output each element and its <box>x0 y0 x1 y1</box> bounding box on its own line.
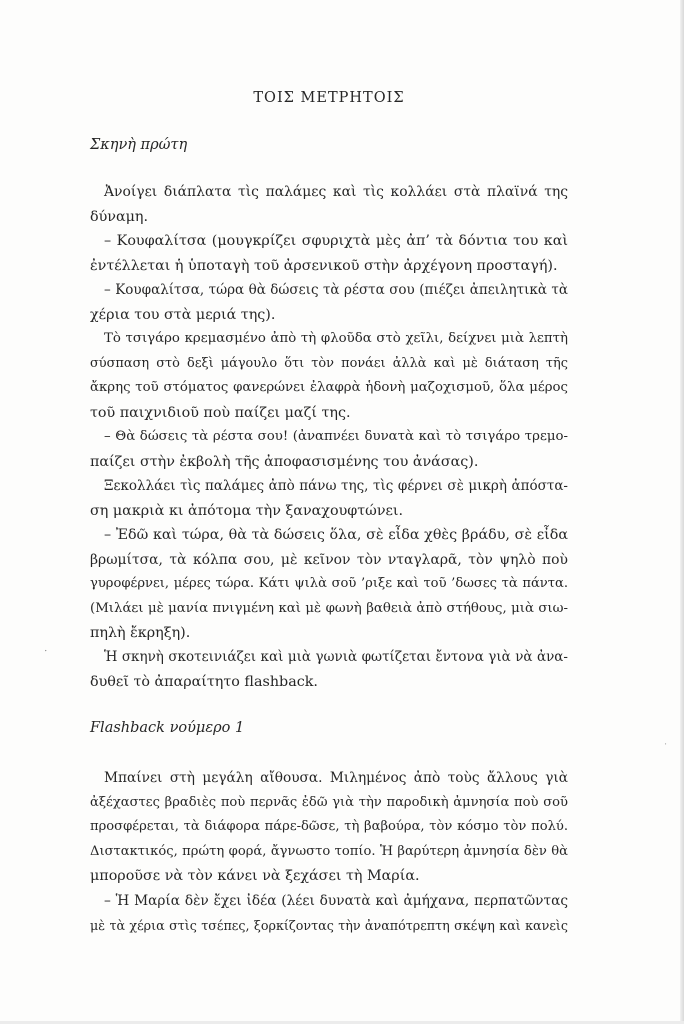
text-line: χέρια του στὰ μεριά της). <box>90 306 276 323</box>
text-line: δυθεῖ τὸ ἀπαραίτητο flashback. <box>90 673 318 690</box>
text-line: μποροῦσε νὰ τὸν κάνει νὰ ξεχάσει τὴ Μαρία. <box>90 868 420 884</box>
text-line: τοῦ παιχνιδιοῦ ποὺ παίζει μαζί της. <box>90 404 351 421</box>
text-line: Μπαίνει στὴ μεγάλη αἴθουσα. Μιλημένος ἀπὸ τοὺς ἄλλους γιὰ <box>104 770 568 786</box>
text-line: Διστακτικός, πρώτη φορά, ἄγνωστο τοπίο. Ἡ βαρύτερη ἀμνησία δὲν θὰ <box>90 843 568 859</box>
section-heading-flashback: Flashback νούμερο 1 <box>90 720 245 736</box>
text-line: ἀξέχαστες βραδιὲς ποὺ περνᾶς ἐδῶ γιὰ τὴν παροδικὴ ἀμνησία ποὺ σοῦ <box>90 794 568 810</box>
text-line: – Κουφαλίτσα, τώρα θὰ δώσεις τὰ ρέστα σου (πιέζει ἀπειλητικὰ τὰ <box>104 282 568 298</box>
text-line: παίζει στὴν ἐκβολὴ τῆς ἀποφασισμένης του ἀνάσας). <box>90 453 479 470</box>
page-edge-shadow <box>680 0 684 1024</box>
paragraph <box>90 327 568 425</box>
text-line: γυροφέρνει, μέρες τώρα. Κάτι ψιλὰ σοῦ ’ριξε καὶ τοῦ ’δωσες τὰ πάντα. <box>90 576 568 591</box>
page-title: ΤΟΙΣ ΜΕΤΡΗΤΟΙΣ <box>253 90 405 106</box>
text-line: Ἡ σκηνὴ σκοτεινιάζει καὶ μιὰ γωνιὰ φωτίζεται ἔντονα γιὰ νὰ ἀνα- <box>104 649 568 665</box>
paragraph <box>90 889 568 938</box>
text-line: ση μακριὰ κι ἀπότομα τὴν ξαναχουφτώνει. <box>90 502 404 519</box>
text-line: (Μιλάει μὲ μανία πνιγμένη καὶ μὲ φωνὴ βαθειὰ ἀπὸ στήθους, μιὰ σιω- <box>90 600 568 616</box>
text-line: ἐντέλλεται ἡ ὑποταγὴ τοῦ ἀρσενικοῦ στὴν ἀρχέγονη προσταγή). <box>90 257 558 274</box>
paragraph <box>90 474 568 523</box>
text-line: – Ἐδῶ καὶ τώρα, θὰ τὰ δώσεις ὅλα, σὲ εἶδα χθὲς βράδυ, σὲ εἶδα <box>104 527 568 543</box>
paragraph <box>90 278 568 327</box>
paragraph <box>90 425 568 474</box>
text-line: Τὸ τσιγάρο κρεμασμένο ἀπὸ τὴ φλοῦδα στὸ χεῖλι, δείχνει μιὰ λεπτὴ <box>104 331 568 346</box>
text-line: δύναμη. <box>90 208 149 225</box>
paragraph <box>90 229 568 278</box>
text-line: – Θὰ δώσεις τὰ ρέστα σου! (ἀναπνέει δυνατὰ καὶ τὸ τσιγάρο τρεμο- <box>104 429 568 444</box>
margin-dot: ⋅ <box>664 740 668 750</box>
text-line: προσφέρεται, τὰ διάφορα πάρε-δῶσε, τὴ βαβούρα, τὸν κόσμο τὸν πολύ. <box>90 819 568 834</box>
text-line: – Κουφαλίτσα (μουγκρίζει σφυριχτὰ μὲς ἀπ’ τὰ δόντια του καὶ <box>104 233 568 249</box>
text-line: βρωμίτσα, τὰ κόλπα σου, μὲ κεῖνον τὸν νταγλαρᾶ, τὸν ψηλὸ ποὺ <box>90 551 568 568</box>
text-line: – Ἡ Μαρία δὲν ἔχει ἰδέα (λέει δυνατὰ καὶ ἀμήχανα, περπατῶντας <box>104 893 568 909</box>
text-line: Ἀνοίγει διάπλατα τὶς παλάμες καὶ τὶς κολλάει στὰ πλαϊνά της <box>104 184 568 200</box>
text-line: Ξεκολλάει τὶς παλάμες ἀπὸ πάνω της, τὶς φέρνει σὲ μικρὴ ἀπόστα- <box>104 478 568 494</box>
text-line: μὲ τὰ χέρια στὶς τσέπες, ξορκίζοντας τὴν ἀναπότρεπτη σκέψη καὶ κανεὶς <box>90 917 568 933</box>
paragraph <box>90 523 568 646</box>
paragraph <box>90 766 568 889</box>
text-line: σύσπαση στὸ δεξὶ μάγουλο ὅτι τὸν πονάει ἀλλὰ καὶ μὲ διάταση τῆς <box>90 355 568 371</box>
paragraph <box>90 180 568 229</box>
section-heading-scene-one: Σκηνὴ πρώτη <box>90 137 188 153</box>
paragraph <box>90 645 568 694</box>
text-line: ἄκρης τοῦ στόματος φανερώνει ἐλαφρὰ ἡδονὴ μαζοχισμοῦ, ὅλα μέρος <box>90 380 568 395</box>
text-line: πηλὴ ἔκρηξη). <box>90 625 191 641</box>
pencil-mark: ⋅ <box>44 646 48 657</box>
